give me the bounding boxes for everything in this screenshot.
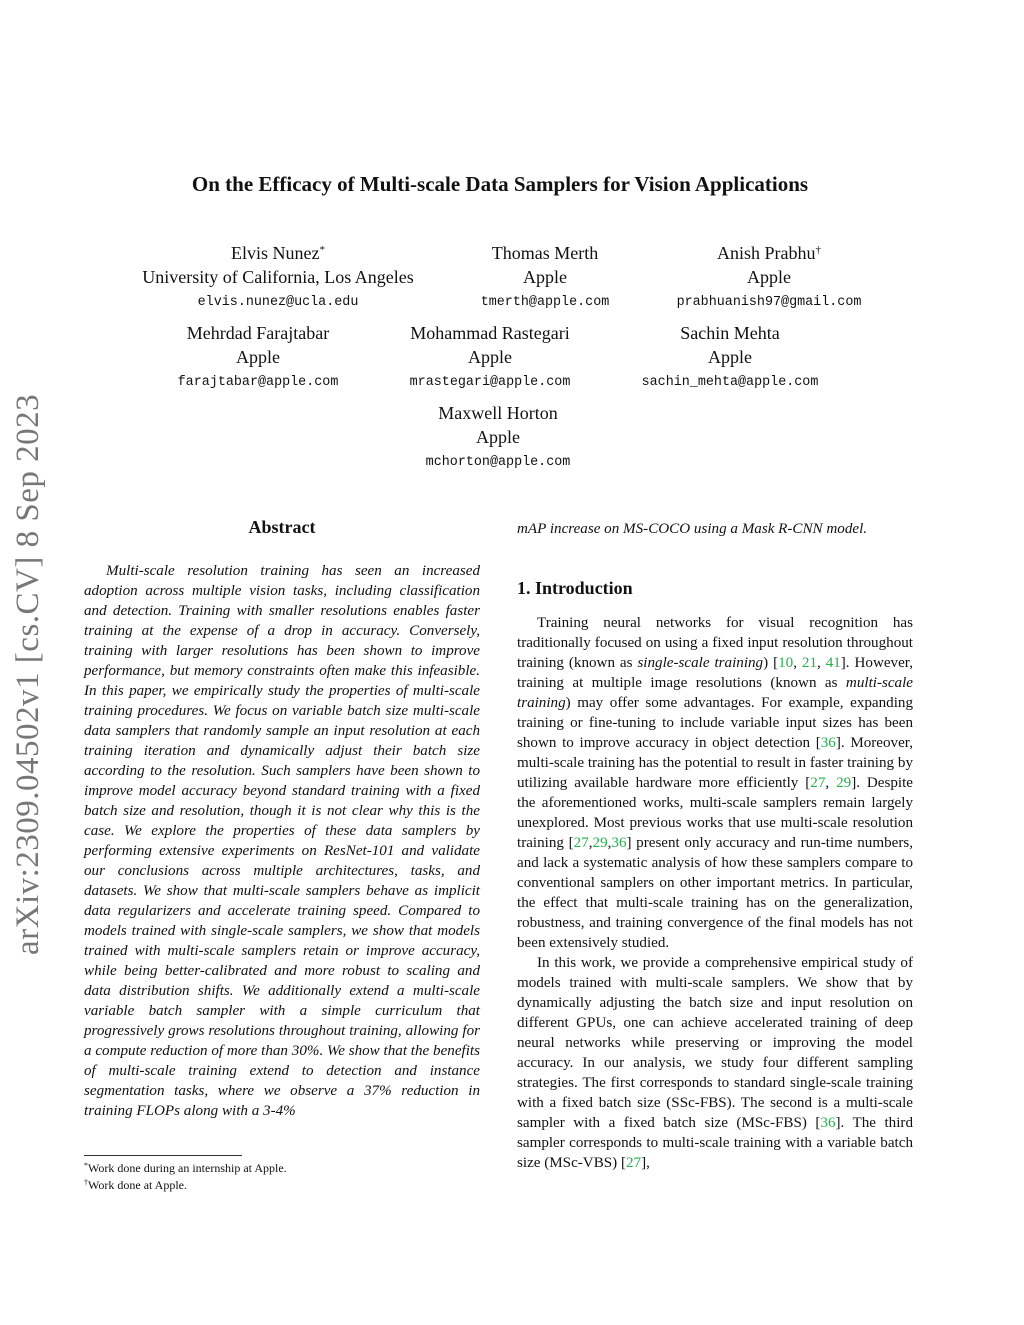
author-name: Sachin Mehta: [680, 323, 780, 343]
term-multi-scale: multi-scale training: [517, 675, 913, 711]
citation-link[interactable]: 41: [825, 655, 841, 671]
author-email: mrastegari@apple.com: [409, 375, 571, 390]
author-block: [654, 241, 884, 315]
citation-link[interactable]: 29: [592, 835, 608, 851]
author-mark: †: [815, 244, 821, 256]
author-affiliation: University of California, Los Angeles: [142, 267, 414, 287]
citation-link[interactable]: 29: [836, 775, 852, 791]
author-email: farajtabar@apple.com: [177, 375, 339, 390]
author-email: sachin_mehta@apple.com: [641, 375, 819, 390]
footnote: †Work done at Apple.: [84, 1178, 188, 1192]
author-affiliation: Apple: [523, 267, 567, 287]
author-name: Thomas Merth: [491, 243, 599, 263]
author-email: elvis.nunez@ucla.edu: [197, 295, 359, 310]
author-name: Anish Prabhu: [717, 243, 816, 263]
footnote-rule: [84, 1155, 242, 1156]
author-block: [150, 321, 366, 395]
author-name: Maxwell Horton: [438, 403, 558, 423]
author-block: [440, 241, 650, 315]
arxiv-identifier: arXiv:2309.04502v1 [cs.CV] 8 Sep 2023: [10, 393, 46, 955]
author-email: tmerth@apple.com: [480, 295, 610, 310]
footnote: *Work done during an internship at Apple.: [84, 1161, 287, 1175]
citation-link[interactable]: 27: [573, 835, 589, 851]
author-mark: *: [319, 244, 325, 256]
citation-link[interactable]: 27: [626, 1155, 642, 1171]
author-affiliation: Apple: [476, 427, 520, 447]
author-email: mchorton@apple.com: [425, 455, 571, 470]
author-email: prabhuanish97@gmail.com: [676, 295, 862, 310]
abstract-heading: Abstract: [248, 517, 316, 537]
citation-link[interactable]: 21: [801, 655, 817, 671]
citation-link[interactable]: 36: [611, 835, 627, 851]
author-name: Elvis Nunez: [231, 243, 320, 263]
intro-paragraph: Training neural networks for visual recognition has traditionally focused on using a fixed input resolution throughout training (known as single-scale training) [10, 21, 41]. However, training at multiple image resolutions (known as multi-scale training) may offer some advantages. For example, expanding training or fine-tuning to include variable input sizes has been shown to improve accuracy in object detection [36]. Moreover, multi-scale training has the potential to result in faster training by utilizing available hardware more efficiently [27, 29]. Despite the aforementioned works, multi-scale samplers remain largely unexplored. Most previous works that use multi-scale resolution training [27,29,36] present only accuracy and run-time numbers, and lack a systematic analysis of how these samplers compare to conventional samplers on other important metrics. In particular, the effect that multi-scale training has on the generalization, robustness, and training convergence of the final models has not been extensively studied.: [517, 615, 914, 951]
author-affiliation: Apple: [236, 347, 280, 367]
author-affiliation: Apple: [747, 267, 791, 287]
author-block: [380, 321, 600, 395]
author-name: Mohammad Rastegari: [410, 323, 570, 343]
abstract-continuation: mAP increase on MS-COCO using a Mask R-CNN model.: [517, 521, 868, 537]
introduction-body: [517, 613, 913, 1173]
citation-link[interactable]: 36: [820, 735, 836, 751]
author-affiliation: Apple: [468, 347, 512, 367]
citation-link[interactable]: 36: [820, 1115, 836, 1131]
abstract-body: [84, 561, 480, 1121]
author-block: [120, 241, 436, 315]
intro-paragraph: In this work, we provide a comprehensive empirical study of models trained with multi-scale samplers. We show that by dynamically adjusting the batch size and input resolution on different GPUs, one can achieve accelerated training of deep neural networks while preserving or improving the model accuracy. In our analysis, we study four different sampling strategies. The first corresponds to standard single-scale training with a fixed batch size (SSc-FBS). The second is a multi-scale sampler with a fixed batch size (MSc-FBS) [36]. The third sampler corresponds to multi-scale training with a variable batch size (MSc-VBS) [27],: [517, 955, 913, 1171]
citation-link[interactable]: 10: [778, 655, 794, 671]
author-block: [620, 321, 840, 395]
author-name: Mehrdad Farajtabar: [186, 323, 330, 343]
author-affiliation: Apple: [708, 347, 752, 367]
section-heading-introduction: 1. Introduction: [517, 578, 633, 598]
term-single-scale: single-scale training: [637, 655, 764, 671]
paper-title: On the Efficacy of Multi-scale Data Samplers for Vision Applications: [191, 172, 809, 196]
citation-link[interactable]: 27: [810, 775, 826, 791]
abstract-text: Multi-scale resolution training has seen an increased adoption across multiple vision tasks, including classification and detection. Training with smaller resolutions enables faster training at the expense of a drop in accuracy. Conversely, training with larger resolutions has been shown to improve performance, but memory constraints often make this infeasible. In this paper, we empirically study the properties of multi-scale training procedures. We focus on variable batch size multi-scale data samplers that randomly sample an input resolution at each training iteration and dynamically adjust their batch size according to the resolution. Such samplers have been shown to improve model accuracy beyond standard training with a fixed batch size and resolution, though it is not clear why this is the case. We explore the properties of these data samplers by performing extensive experiments on ResNet-101 and validate our conclusions across multiple architectures, tasks, and datasets. We show that multi-scale samplers behave as implicit data regularizers and accelerate training speed. Compared to models trained with single-scale samplers, we show that models trained with multi-scale samplers retain or improve accuracy, while being better-calibrated and more robust to scaling and data distribution shifts. We additionally extend a multi-scale variable batch sampler with a simple curriculum that progressively grows resolutions throughout training, allowing for a compute reduction of more than 30%. We show that the benefits of multi-scale training extend to detection and instance segmentation tasks, where we observe a 37% reduction in training FLOPs along with a 3-4%: [84, 563, 480, 1119]
author-block: [388, 401, 608, 475]
